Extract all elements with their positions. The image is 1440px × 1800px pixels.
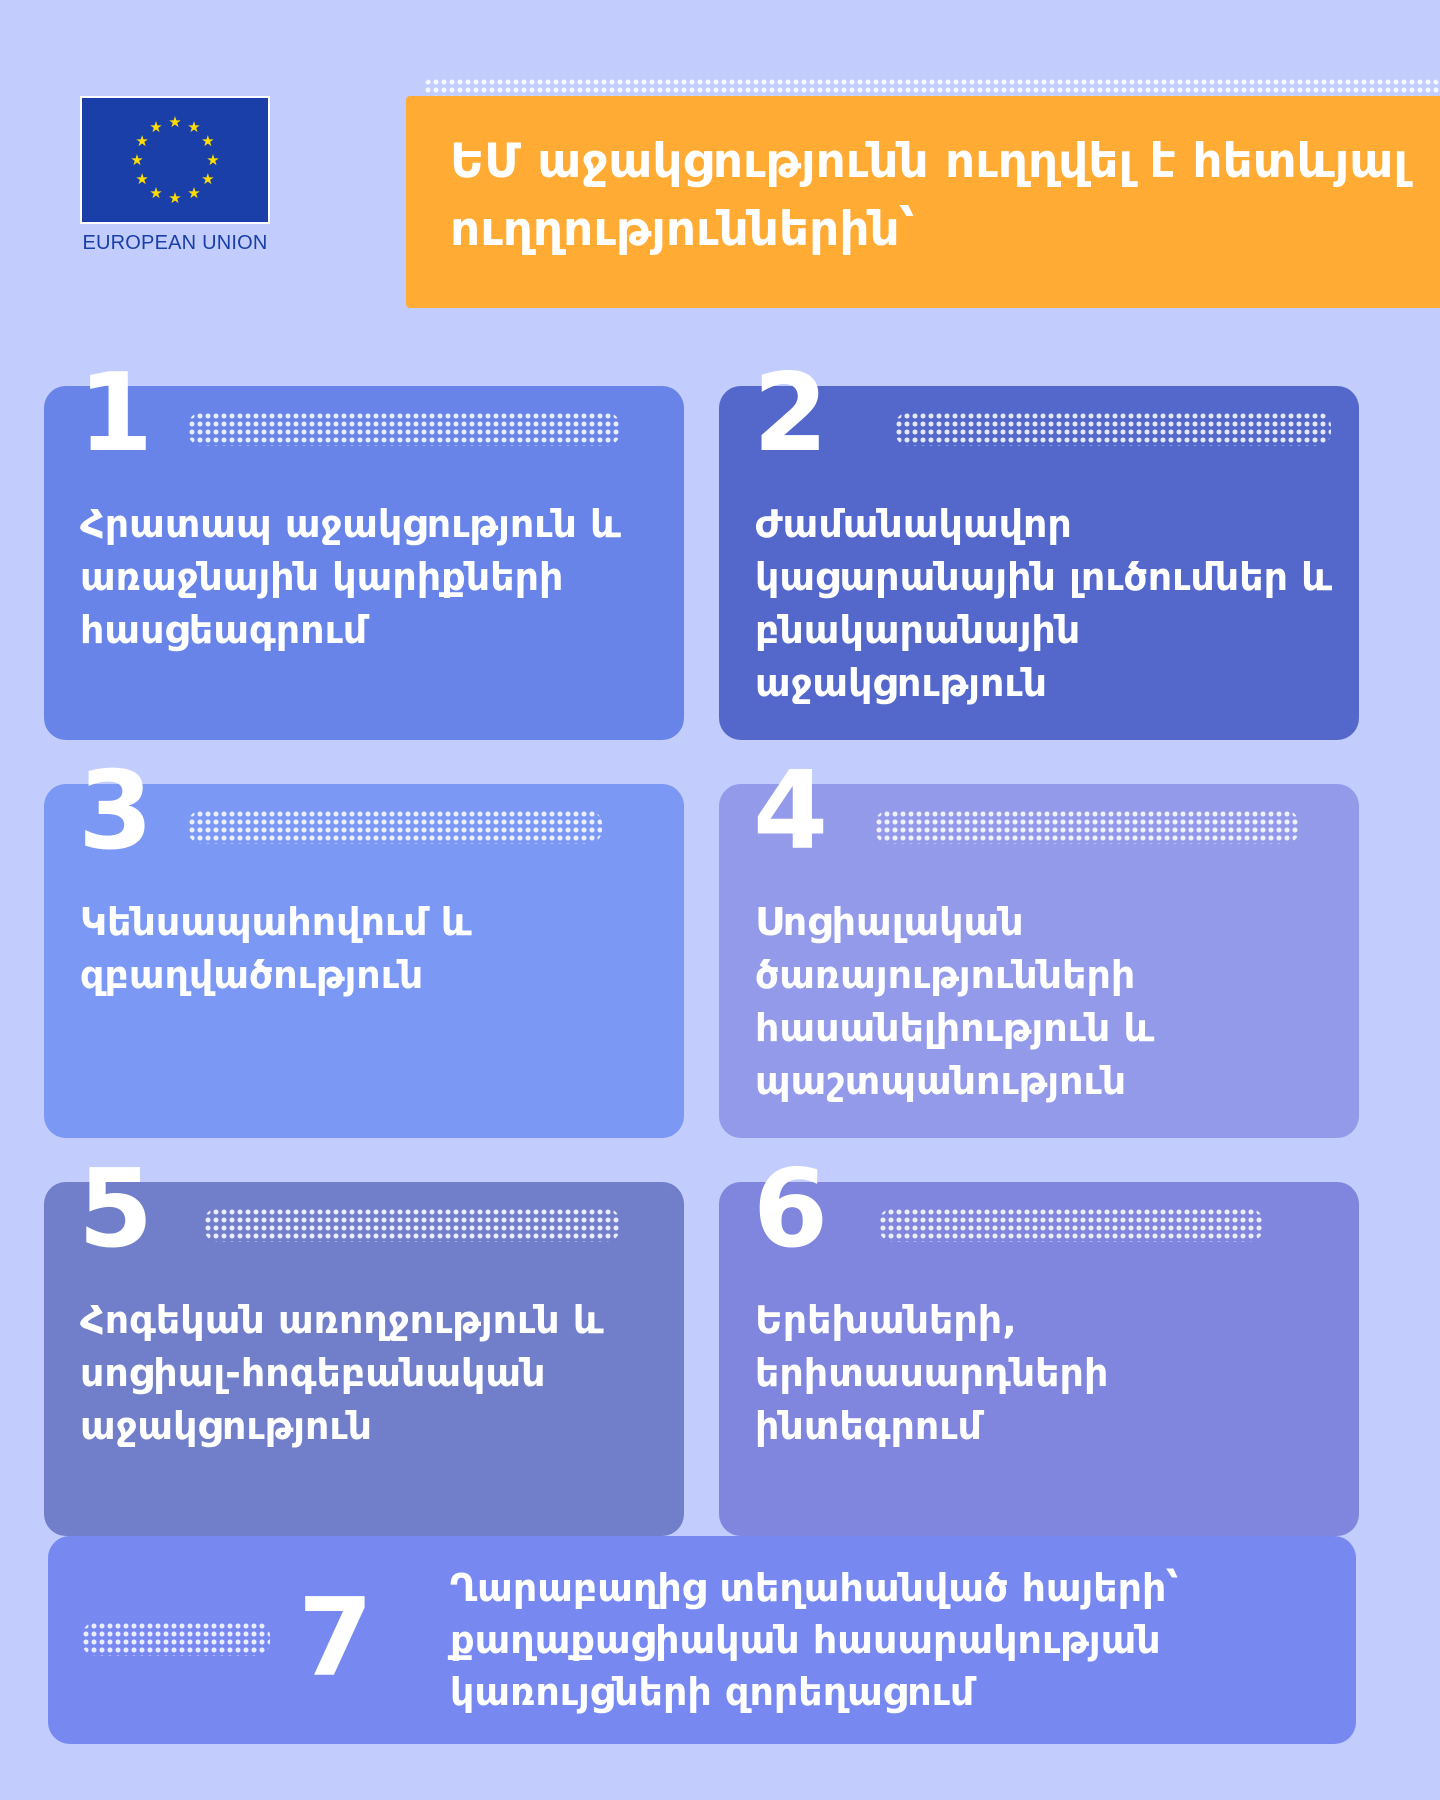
- eu-star-icon: ★: [135, 132, 149, 150]
- card-text: Կենսապահովում և զբաղվածություն: [80, 900, 472, 997]
- card-7: [48, 1536, 1356, 1744]
- card-6: [719, 1147, 1359, 1536]
- card-number: 2: [753, 351, 829, 476]
- eu-logo: [80, 96, 270, 255]
- eu-star-icon: ★: [206, 151, 220, 169]
- card-text: Ժամանակավոր կացարանային լուծումներ և բնակարանային աջակցություն: [755, 502, 1333, 705]
- eu-logo-label: EUROPEAN UNION: [82, 232, 268, 254]
- eu-star-icon: ★: [149, 118, 163, 137]
- eu-flag-icon: [80, 96, 270, 224]
- eu-star-icon: ★: [201, 170, 215, 188]
- eu-star-icon: ★: [187, 183, 201, 202]
- card-text: Ղարաբաղից տեղահանված հայերի՝ քաղաքացիական հասարակության կառույցների զորեղացում: [450, 1566, 1179, 1714]
- card-3: [44, 749, 684, 1138]
- card-4: [719, 749, 1359, 1138]
- card-text: Հոգեկան առողջություն և սոցիալ-հոգեբանական աջակցություն: [80, 1298, 604, 1448]
- title-dot-strip: [424, 78, 1440, 96]
- card-dot-strip: [875, 810, 1299, 844]
- card-dot-strip: [204, 1208, 620, 1242]
- card-number: 3: [78, 749, 154, 874]
- card-dot-strip: [82, 1622, 270, 1656]
- eu-star-icon: ★: [201, 132, 215, 150]
- card-dot-strip: [879, 1208, 1263, 1242]
- card-number: 6: [753, 1147, 829, 1272]
- card-text: Սոցիալական ծառայությունների հասանելիություն և պաշտպանություն: [755, 900, 1155, 1103]
- card-2: [719, 351, 1359, 740]
- card-number: 7: [298, 1576, 374, 1701]
- card-1: [44, 351, 684, 740]
- card-dot-strip: [895, 412, 1331, 446]
- card-dot-strip: [188, 412, 620, 446]
- eu-star-icon: ★: [149, 183, 163, 202]
- card-number: 5: [78, 1147, 154, 1272]
- eu-star-icon: ★: [187, 118, 201, 137]
- card-number: 1: [78, 351, 154, 476]
- eu-star-icon: ★: [135, 170, 149, 188]
- title-banner: [406, 96, 1440, 308]
- eu-star-icon: ★: [168, 113, 182, 131]
- page-title: ԵՄ աջակցությունն ուղղվել է հետևյալ ուղղություններին՝: [450, 134, 1408, 257]
- card-dot-strip: [188, 810, 602, 844]
- card-text: Երեխաների, երիտասարդների ինտեգրում: [755, 1298, 1109, 1448]
- eu-star-icon: ★: [130, 151, 144, 169]
- card-5: [44, 1147, 684, 1536]
- card-text: Հրատապ աջակցություն և առաջնային կարիքների հասցեագրում: [80, 502, 621, 652]
- eu-star-icon: ★: [168, 189, 182, 207]
- card-number: 4: [753, 749, 829, 874]
